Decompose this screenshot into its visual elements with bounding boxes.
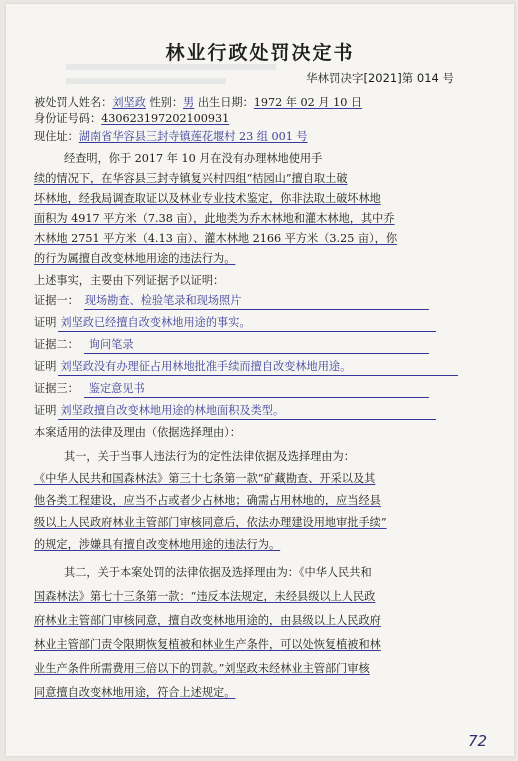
law-line: 其二，关于本案处罚的法律依据及选择理由为：《中华人民共和 xyxy=(64,566,372,579)
fill-line xyxy=(84,353,429,354)
party-line-3 xyxy=(34,130,308,144)
law-line: 同意擅自改变林地用途，符合上述规定。 xyxy=(34,686,236,699)
address-label: 现住址： xyxy=(34,130,79,143)
party-sex: 男 xyxy=(183,96,195,109)
dob-label: 出生日期： xyxy=(197,96,254,109)
sex-label: 性别： xyxy=(149,96,184,109)
party-line-1 xyxy=(34,96,362,110)
evidence-item xyxy=(34,338,134,352)
facts-line: 经查明，你于 2017 年 10 月在没有办理林地使用手 xyxy=(64,152,323,165)
bleed-through xyxy=(66,78,226,84)
law-line: 府林业主管部门审核同意，擅自改变林地用途的，由县级以上人民政府 xyxy=(34,614,381,627)
party-name: 刘坚政 xyxy=(112,96,146,109)
proof-text: 刘坚政擅自改变林地用途的林地面积及类型。 xyxy=(60,404,285,417)
fill-line xyxy=(58,419,436,420)
facts-line: 面积为 4917 平方米（7.38 亩），此地类为乔木林地和灌木林地，其中乔 xyxy=(34,212,395,225)
evidence-item xyxy=(34,294,241,308)
proof-label: 证明 xyxy=(34,360,57,373)
fill-line xyxy=(58,331,436,332)
proof-label: 证明 xyxy=(34,404,57,417)
proof-label: 证明 xyxy=(34,316,57,329)
evidence-proof xyxy=(34,404,284,418)
evidence-value: 现场勘查、检验笔录和现场照片 xyxy=(84,294,242,307)
facts-line: 坏林地，经我局调查取证以及林业专业技术鉴定，你非法取土破坏林地 xyxy=(34,192,381,205)
fill-line xyxy=(84,309,429,310)
law-line: 《中华人民共和国森林法》第三十七条第一款“矿藏勘查、开采以及其 xyxy=(34,472,376,485)
law-line: 级以上人民政府林业主管部门审核同意后，依法办理建设用地审批手续” xyxy=(34,516,387,529)
proof-text: 刘坚政已经擅自改变林地用途的事实。 xyxy=(60,316,251,329)
evidence-item xyxy=(34,382,145,396)
evidence-proof xyxy=(34,360,351,374)
evidence-proof xyxy=(34,316,251,330)
page-number: 72 xyxy=(468,732,488,750)
law-line: 的规定，涉嫌具有擅自改变林地用途的违法行为。 xyxy=(34,538,281,551)
evidence-label: 证据一： xyxy=(34,294,79,307)
law-line: 林业主管部门责令限期恢复植被和林业生产条件，可以处恢复植被和林 xyxy=(34,638,381,651)
law-line: 业生产条件所需费用三倍以下的罚款。”刘坚政未经林业主管部门审核 xyxy=(34,662,370,675)
evidence-intro: 上述事实，主要由下列证据予以证明： xyxy=(34,274,225,287)
proof-text: 刘坚政没有办理征占用林地批准手续而擅自改变林地用途。 xyxy=(60,360,352,373)
law-line: 他各类工程建设，应当不占或者少占林地；确需占用林地的，应当经县 xyxy=(34,494,381,507)
party-id: 430623197202100931 xyxy=(101,112,230,125)
law-intro: 本案适用的法律及理由（依据选择理由）： xyxy=(34,426,241,439)
id-label: 身份证号码： xyxy=(34,112,102,125)
party-dob: 1972 年 02 月 10 日 xyxy=(253,96,363,109)
document-page xyxy=(6,4,514,756)
facts-line: 木林地 2751 平方米（4.13 亩）、灌木林地 2166 平方米（3.25 亩），你 xyxy=(34,232,398,245)
document-number: 华林罚决字[2021]第 014 号 xyxy=(306,71,454,85)
evidence-label: 证据三： xyxy=(34,382,79,395)
fill-line xyxy=(58,375,458,376)
evidence-value: 询问笔录 xyxy=(88,338,134,351)
document-title: 林业行政处罚决定书 xyxy=(165,42,355,64)
party-address: 湖南省华容县三封寺镇莲花堰村 23 组 001 号 xyxy=(78,130,308,143)
fill-line xyxy=(84,397,429,398)
evidence-label: 证据二： xyxy=(34,338,79,351)
party-line-2 xyxy=(34,112,229,126)
evidence-value: 鉴定意见书 xyxy=(88,382,145,395)
facts-line: 的行为属擅自改变林地用途的违法行为。 xyxy=(34,252,236,265)
facts-line: 续的情况下，在华容县三封寺镇复兴村四组“桔园山”擅自取土破 xyxy=(34,172,348,185)
law-line: 国森林法》第七十三条第一款：“违反本法规定，未经县级以上人民政 xyxy=(34,590,376,603)
name-label: 被处罚人姓名： xyxy=(34,96,113,109)
law-line: 其一，关于当事人违法行为的定性法律依据及选择理由为： xyxy=(64,450,355,463)
